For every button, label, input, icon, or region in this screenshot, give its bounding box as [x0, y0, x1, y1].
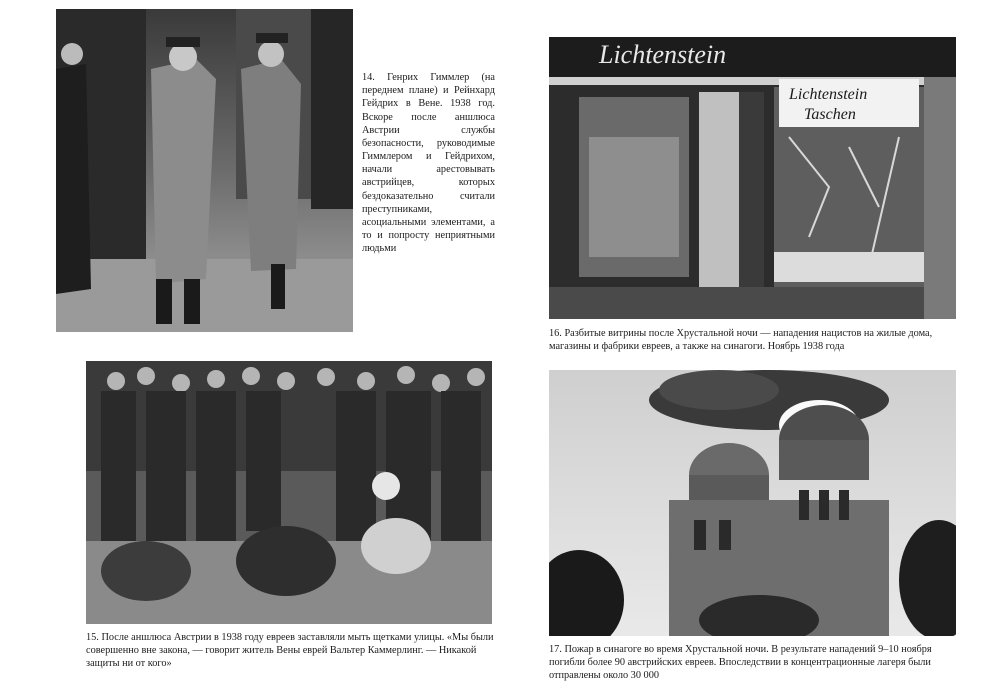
window-sign-line2: Taschen [804, 106, 856, 123]
photo-street-washing [86, 361, 492, 624]
photo-himmler-heydrich [56, 9, 353, 332]
caption-14: 14. Генрих Гиммлер (на переднем плане) и Рейнхард Гейдрих в Вене. 1938 год. Вскоре после аншлюса Австрии службы безопасности, руководимые Гиммлером и Гейдрихом, начали арестовывать австрийцев, которых бездоказательно считали преступниками, асоциальными элементами, а то и попросту неприятными людьми [362, 72, 495, 255]
shop-sign-top: Lichtenstein [599, 40, 727, 69]
caption-17: 17. Пожар в синагоге во время Хрустальной ночи. В результате нападений 9–10 ноября погибли более 90 австрийских евреев. Впоследствии в концентрационные лагеря были отправлены около 30 000 [549, 644, 932, 682]
caption-15: 15. После аншлюса Австрии в 1938 году евреев заставляли мыть щетками улицы. «Мы были совершенно вне закона, — говорит житель Вены еврей Вальтер Каммерлинг. — Никакой защиты ни от кого» [86, 632, 494, 670]
photo-synagogue-fire [549, 370, 956, 636]
window-sign-line1: Lichtenstein [789, 86, 868, 103]
caption-16: 16. Разбитые витрины после Хрустальной ночи — нападения нацистов на жилые дома, магазины и фабрики евреев, а также на синагоги. Ноябрь 1938 года [549, 328, 933, 353]
photo-broken-shop-windows [549, 37, 956, 319]
